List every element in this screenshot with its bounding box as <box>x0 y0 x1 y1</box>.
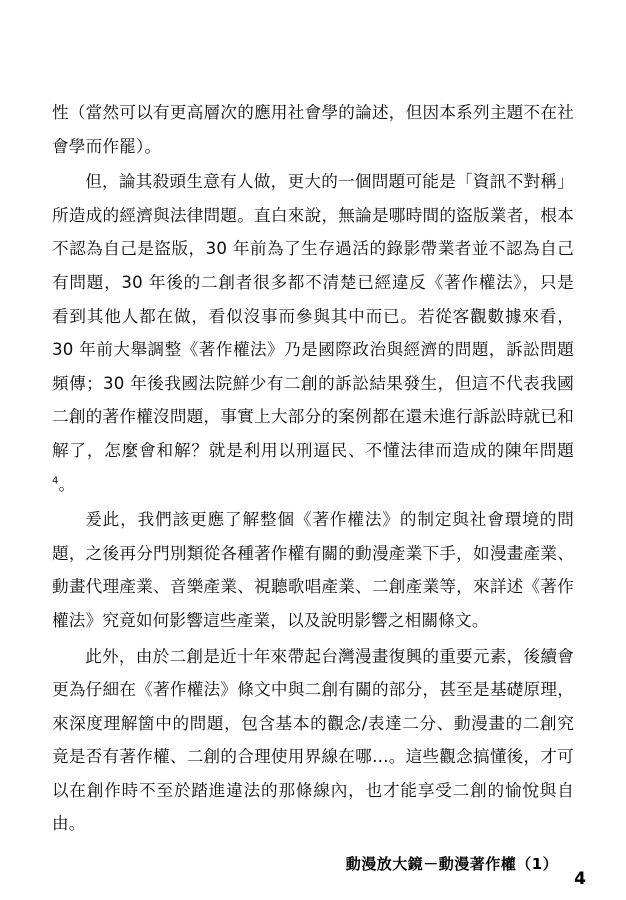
footnote-marker-4: 4 <box>52 475 59 486</box>
page-number: 4 <box>574 869 586 889</box>
page-footer <box>52 853 586 889</box>
paragraph-2-text: 但，論其殺頭生意有人做，更大的一個問題可能是「資訊不對稱」所造成的經濟與法律問題。直白來說，無論是哪時間的盜版業者，根本不認為自己是盜版，30 年前為了生存過活的錄影帶業者並不認為自己有問題，30 年後的二創者很多都不清楚已經違反《著作權法》，只是看到其他人都在做，看似沒事而參與其中而已。若從客觀數據來看，30 年前大舉調整《著作權法》乃是國際政治與經濟的問題，訴訟問題頻傳；30 年後我國法院鮮少有二創的訴訟結果發生，但這不代表我國二創的著作權沒問題，事實上大部分的案例都在還未進行訴訟時就已和解了，怎麼會和解？就是利用以刑逼民、不懂法律而造成的陳年問題 <box>52 172 574 460</box>
page-body <box>52 96 574 841</box>
paragraph-2 <box>52 165 574 501</box>
footer-title: 動漫放大鏡－動漫著作權（1） <box>345 855 559 873</box>
paragraph-4: 此外，由於二創是近十年來帶起台灣漫畫復興的重要元素，後續會更為仔細在《著作權法》條文中與二創有關的部分，甚至是基礎原理，來深度理解箇中的問題，包含基本的觀念/表達二分、動漫畫的二創究竟是否有著作權、二創的合理使用界線在哪…。這些觀念搞懂後，才可以在創作時不至於踏進違法的那條線內，也才能享受二創的愉悅與自由。 <box>52 646 574 834</box>
paragraph-1: 性（當然可以有更高層次的應用社會學的論述，但因本系列主題不在社會學而作罷）。 <box>52 103 574 156</box>
paragraph-3: 爰此，我們該更應了解整個《著作權法》的制定與社會環境的問題，之後再分門別類從各種著作權有關的動漫產業下手，如漫畫產業、動畫代理產業、音樂產業、視聽歌唱產業、二創產業等，來詳述《著作權法》究竟如何影響這些產業，以及說明影響之相關條文。 <box>52 510 574 630</box>
paragraph-2-tail: 。 <box>58 474 76 494</box>
